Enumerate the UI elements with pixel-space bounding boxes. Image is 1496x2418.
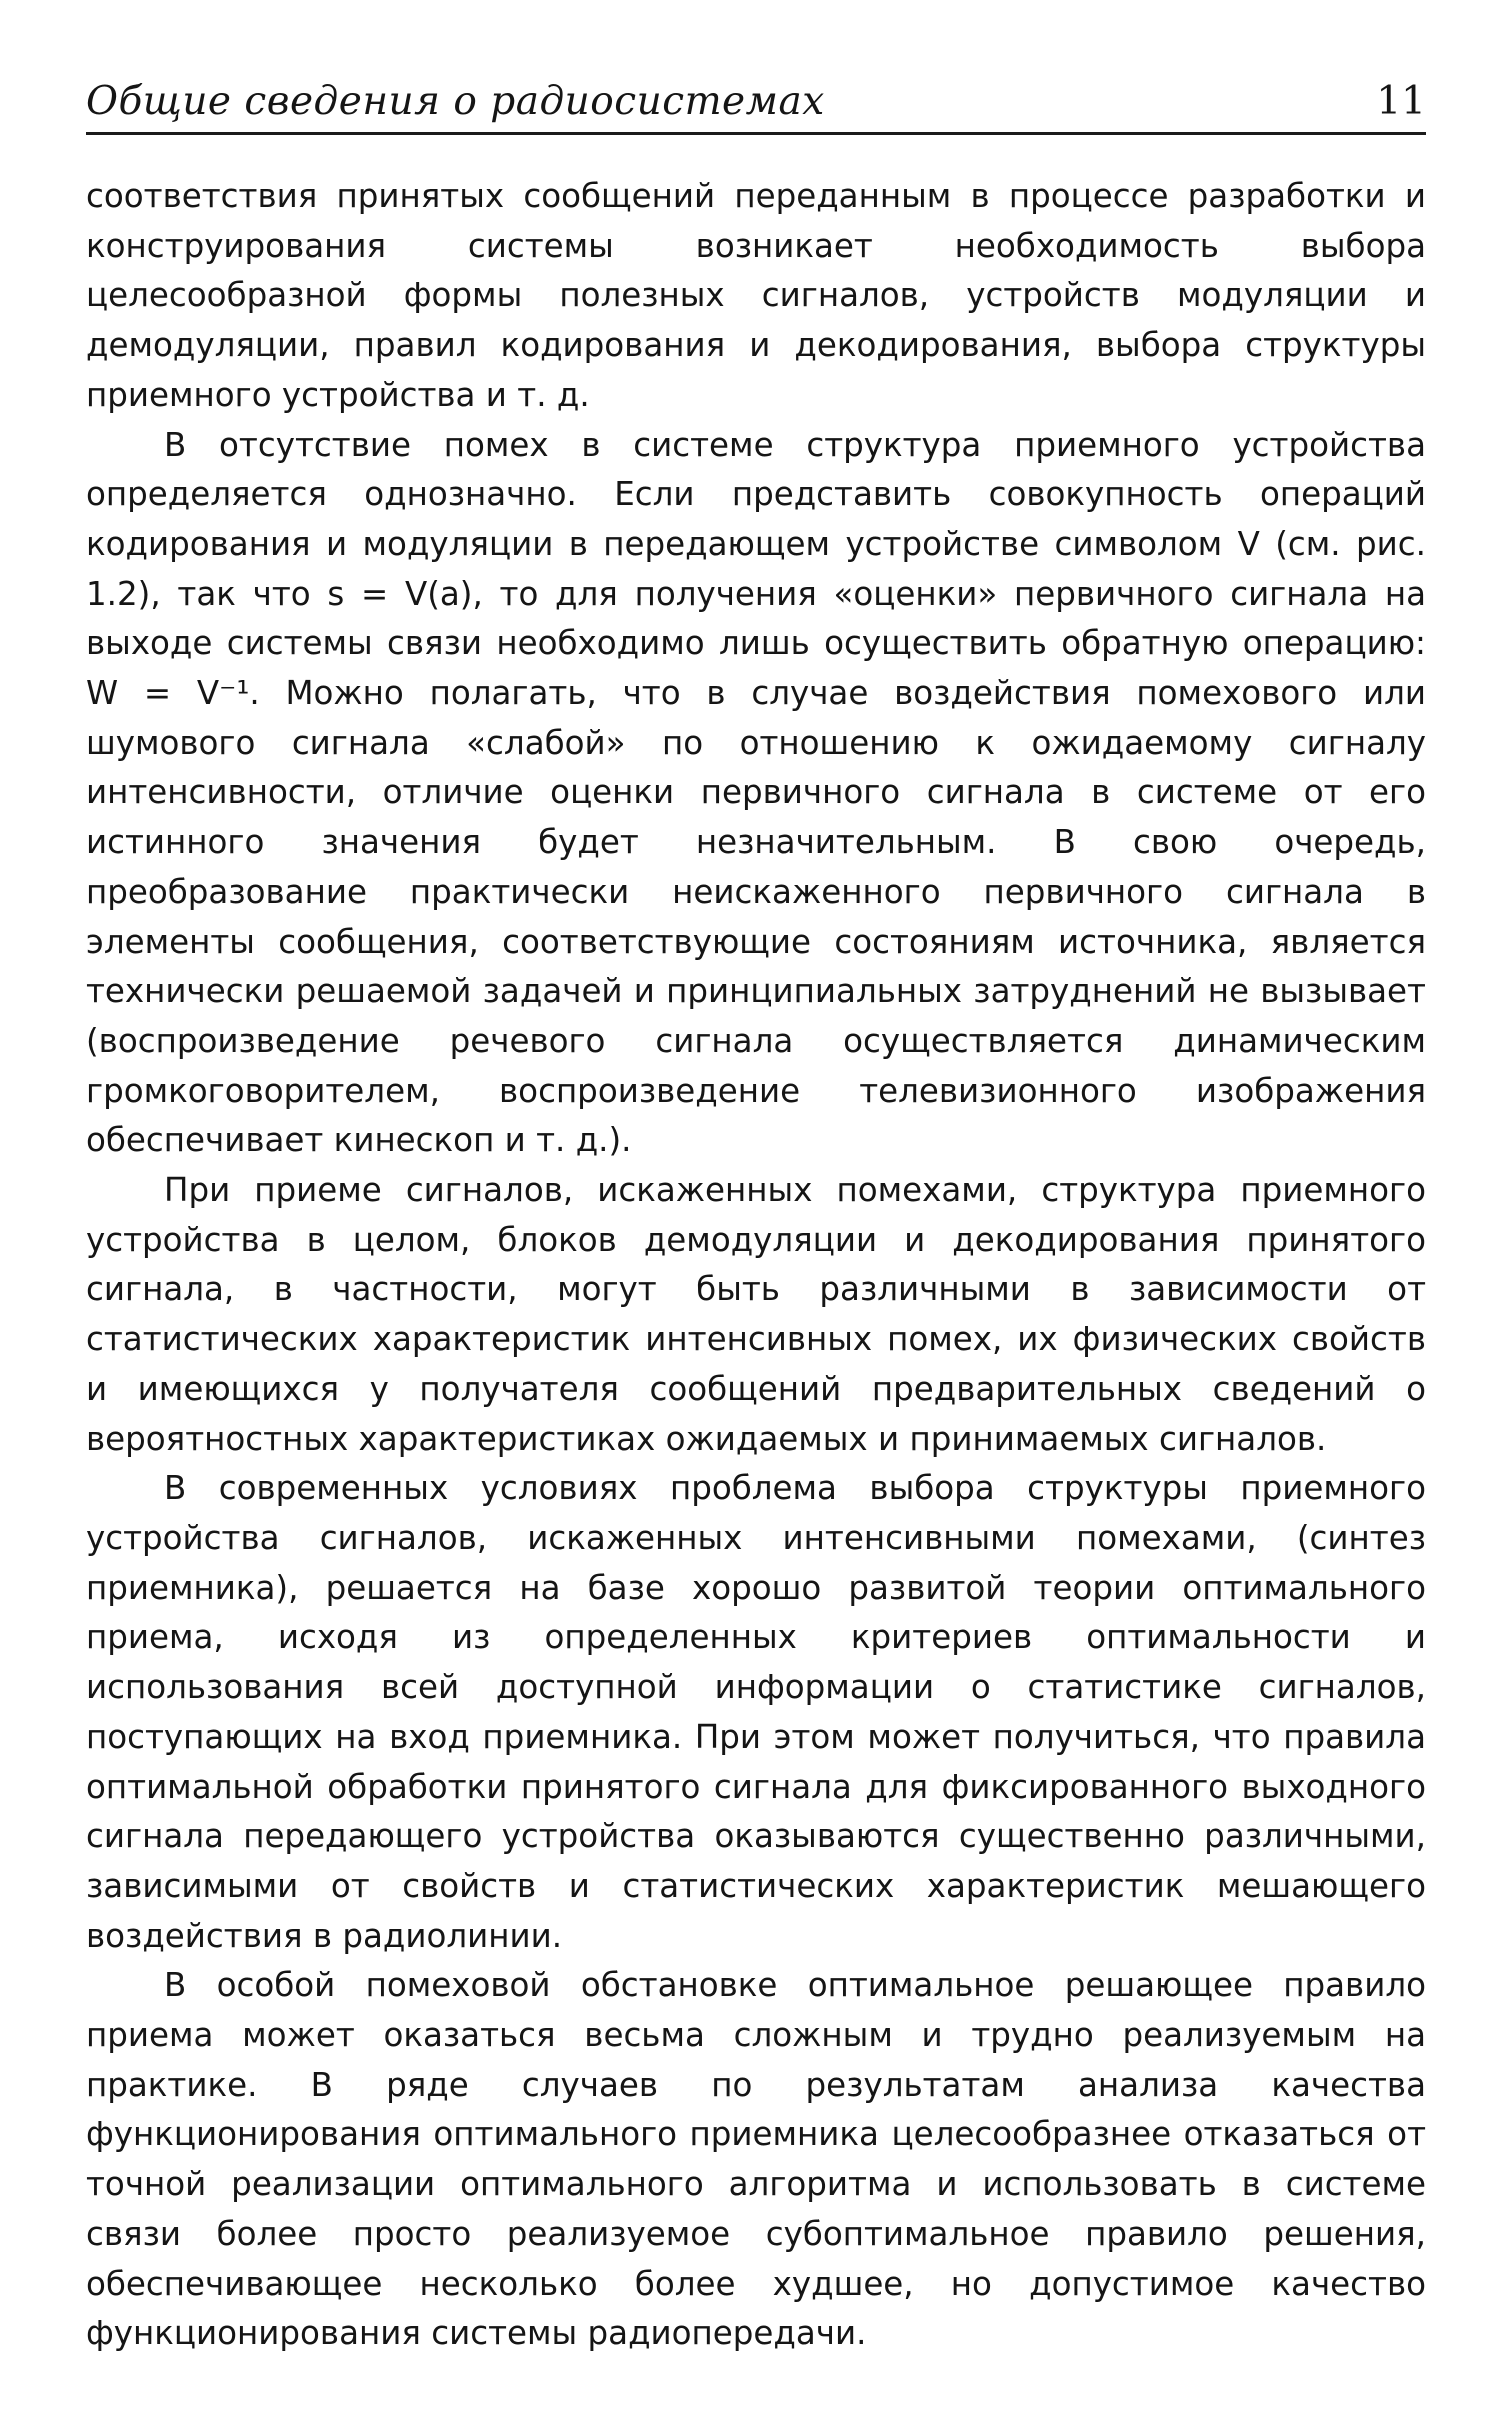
paragraph: В отсутствие помех в системе структура приемного устройства определяется однозначно. Если представить совокупность операций кодирования и модуляции в передающем устройстве символом V (см. рис. 1.2), так что s = V(a), то для получения «оценки» первичного сигнала на выходе системы связи необходимо лишь осуществить обратную операцию: W = V⁻¹. Можно полагать, что в случае воздействия помехового или шумового сигнала «слабой» по отношению к ожидаемому сигналу интенсивности, отличие оценки первичного сигнала в системе от его истинного значения будет незначительным. В свою очередь, преобразование практически неискаженного первичного сигнала в элементы сообщения, соответствующие состояниям источника, является технически решаемой задачей и принципиальных затруднений не вызывает (воспроизведение речевого сигнала осуществляется динамическим громкоговорителем, воспроизведение телевизионного изображения обеспечивает кинескоп и т. д.). [86, 425, 1426, 1160]
running-header [86, 70, 1426, 135]
running-header-title: Общие сведения о радиосистемах [86, 79, 825, 124]
paragraph: В современных условиях проблема выбора структуры приемного устройства сигналов, искаженных интенсивными помехами, (синтез приемника), решается на базе хорошо развитой теории оптимального приема, исходя из определенных критериев оптимальности и использования всей доступной информации о статистике сигналов, поступающих на вход приемника. При этом может получиться, что правила оптимальной обработки принятого сигнала для фиксированного выходного сигнала передающего устройства оказываются существенно различными, зависимыми от свойств и статистических характеристик мешающего воздействия в радиолинии. [86, 1469, 1426, 1955]
page-number: 11 [1376, 79, 1426, 124]
paragraph: При приеме сигналов, искаженных помехами, структура приемного устройства в целом, блоков демодуляции и декодирования принятого сигнала, в частности, могут быть различными в зависимости от статистических характеристик интенсивных помех, их физических свойств и имеющихся у получателя сообщений предварительных сведений о вероятностных характеристиках ожидаемых и принимаемых сигналов. [86, 1171, 1426, 1458]
paragraph: В особой помеховой обстановке оптимальное решающее правило приема может оказаться весьма сложным и трудно реализуемым на практике. В ряде случаев по результатам анализа качества функционирования оптимального приемника целесообразнее отказаться от точной реализации оптимального алгоритма и использовать в системе связи более просто реализуемое субоптимальное правило решения, обеспечивающее несколько более худшее, но допустимое качество функционирования системы радиопередачи. [86, 1966, 1426, 2353]
paragraph: соответствия принятых сообщений переданным в процессе разработки и конструирования системы возникает необходимость выбора целесообразной формы полезных сигналов, устройств модуляции и демодуляции, правил кодирования и декодирования, выбора структуры приемного устройства и т. д. [86, 177, 1426, 414]
body-text [86, 172, 1426, 2359]
